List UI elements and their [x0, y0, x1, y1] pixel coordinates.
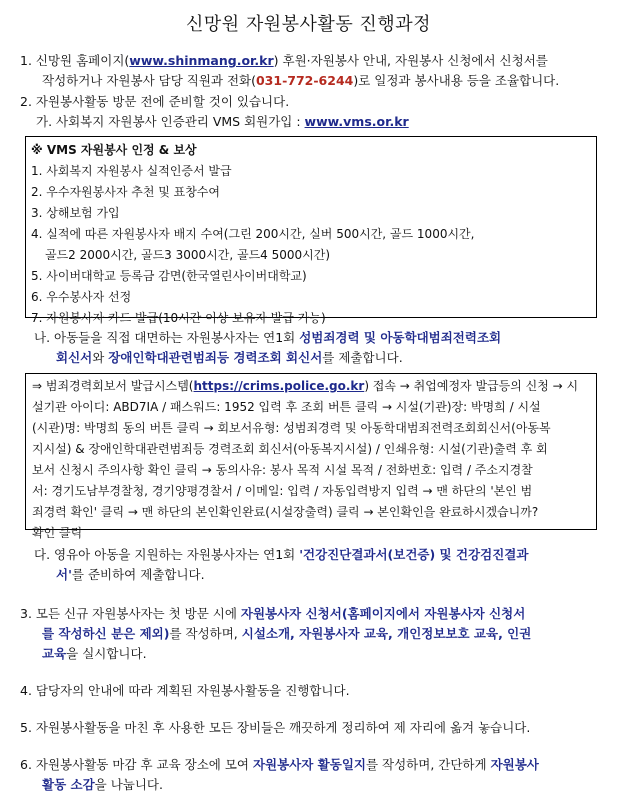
phone-number: 031-772-6244 [255, 73, 354, 88]
crims-line: 확인 클릭 [32, 526, 83, 540]
step-5: 5. 자원봉사활동을 마친 후 사용한 모든 장비들은 깨끗하게 정리하여 제 자리에 옮겨 놓습니다. [20, 720, 531, 735]
crims-line: 지시설) & 장애인학대관련범죄등 경력조회 회신서(아동복지시설) / 인쇄유형: 시설(기관)출력 후 회 [32, 442, 548, 456]
step-2-da: 다. 영유아 아동을 지원하는 자원봉사자는 연1회 '건강진단결과서(보건증) 및 건강검진결과 서'를 준비하여 제출합니다. [34, 547, 529, 582]
crims-line: 보서 신청시 주의사항 확인 클릭 → 동의사유: 봉사 목적 시설 목적 / 전화번호: 입력 / 주소지경찰 [32, 463, 533, 477]
crims-instruction-box: ⇒ 범죄경력회보서 발급시스템(https://crims.police.go.kr) 접속 → 취업예정자 발급등의 신청 → 시 설기관 아이디: ABD7IA / 패스워드: 1952 입력 후 조회 버튼 클릭 → 시설(기관)장: 박명희 / 시설 (시관)명: 박명희 동의 버튼 클릭 → 회보서유형: 성범죄경력 및 아동학대범죄전력조회회신서(아동복 지시설) & 장애인학대관련범죄등 경력조회 회신서(아동복지시설) / 인쇄유형: 시설(기관)출력 후 회 보서 신청시 주의사항 확인 클릭 → 동의사유: 봉사 목적 시설 목적 / 전화번호: 입력 / 주소지경찰 서: 경기도남부경찰청, 경기양평경찰서 / 이메일: 입력 / 자동입력방지 입력 → 맨 하단의 '본인 범 죄경력 확인' 클릭 → 맨 하단의 본인확인완료(시설장출력) 클릭 → 본인확인을 완료하시겠습니까? 확인 클릭 [25, 373, 597, 530]
step-2: 2. 자원봉사활동 방문 전에 준비할 것이 있습니다. 가. 사회복지 자원봉사 인증관리 VMS 회원가입 : www.vms.or.kr [20, 94, 409, 129]
vms-item: 4. 실적에 따른 자원봉사자 배지 수여(그린 200시간, 실버 500시간, 골드 1000시간, [31, 227, 475, 241]
step-1: 1. 신망원 홈페이지(www.shinmang.or.kr) 후원·자원봉사 안내, 자원봉사 신청에서 신청서를 작성하거나 자원봉사 담당 직원과 전화(031-772-6244)로 일정과 봉사내용 등을 조율합니다. [20, 53, 560, 88]
vms-reward-box [25, 136, 597, 325]
vms-item: 2. 우수자원봉사자 추천 및 표창수여 [31, 185, 220, 199]
crims-line: 설기관 아이디: ABD7IA / 패스워드: 1952 입력 후 조회 버튼 클릭 → 시설(기관)장: 박명희 / 시설 [32, 400, 541, 414]
vms-item: 6. 우수봉사자 선정 [31, 290, 132, 304]
step-4: 4. 담당자의 안내에 따라 계획된 자원봉사활동을 진행합니다. [20, 683, 350, 698]
crims-line: (시관)명: 박명희 동의 버튼 클릭 → 회보서유형: 성범죄경력 및 아동학대범죄전력조회회신서(아동복 [32, 421, 551, 435]
step-2-na: 나. 아동들을 직접 대면하는 자원봉사자는 연1회 성범죄경력 및 아동학대범죄전력조회 회신서와 장애인학대관련범죄등 경력조회 회신서를 제출합니다. [34, 330, 502, 365]
crims-line: 서: 경기도남부경찰청, 경기양평경찰서 / 이메일: 입력 / 자동입력방지 입력 → 맨 하단의 '본인 범 [32, 484, 533, 498]
vms-item: 1. 사회복지 자원봉사 실적인증서 발급 [31, 164, 232, 178]
step-3: 3. 모든 신규 자원봉사자는 첫 방문 시에 자원봉사자 신청서(홈페이지에서 자원봉사자 신청서 를 작성하신 분은 제외)를 작성하며, 시설소개, 자원봉사자 교육, 개인정보보호 교육, 인권 교육을 실시합니다. [20, 606, 532, 661]
page-title: 신망원 자원봉사활동 진행과정 [186, 14, 431, 35]
vms-item: 7. 자원봉사자 카드 발급(10시간 이상 보유자 발급 가능) [31, 311, 326, 325]
vms-link[interactable]: www.vms.or.kr [304, 114, 409, 129]
homepage-link[interactable]: www.shinmang.or.kr [129, 53, 274, 68]
vms-item: 5. 사이버대학교 등록금 감면(한국열린사이버대학교) [31, 269, 307, 283]
step-6: 6. 자원봉사활동 마감 후 교육 장소에 모여 자원봉사자 활동일지를 작성하며, 간단하게 자원봉사 활동 소감을 나눕니다. [20, 757, 539, 792]
crims-line: 죄경력 확인' 클릭 → 맨 하단의 본인확인완료(시설장출력) 클릭 → 본인확인을 완료하시겠습니까? [32, 505, 539, 519]
vms-item: 3. 상해보험 가입 [31, 206, 120, 220]
crims-link[interactable]: https://crims.police.go.kr [193, 379, 365, 393]
vms-item: 골드2 2000시간, 골드3 3000시간, 골드4 5000시간) [45, 248, 331, 262]
vms-box-heading: ※ VMS 자원봉사 인정 & 보상 [31, 143, 197, 157]
